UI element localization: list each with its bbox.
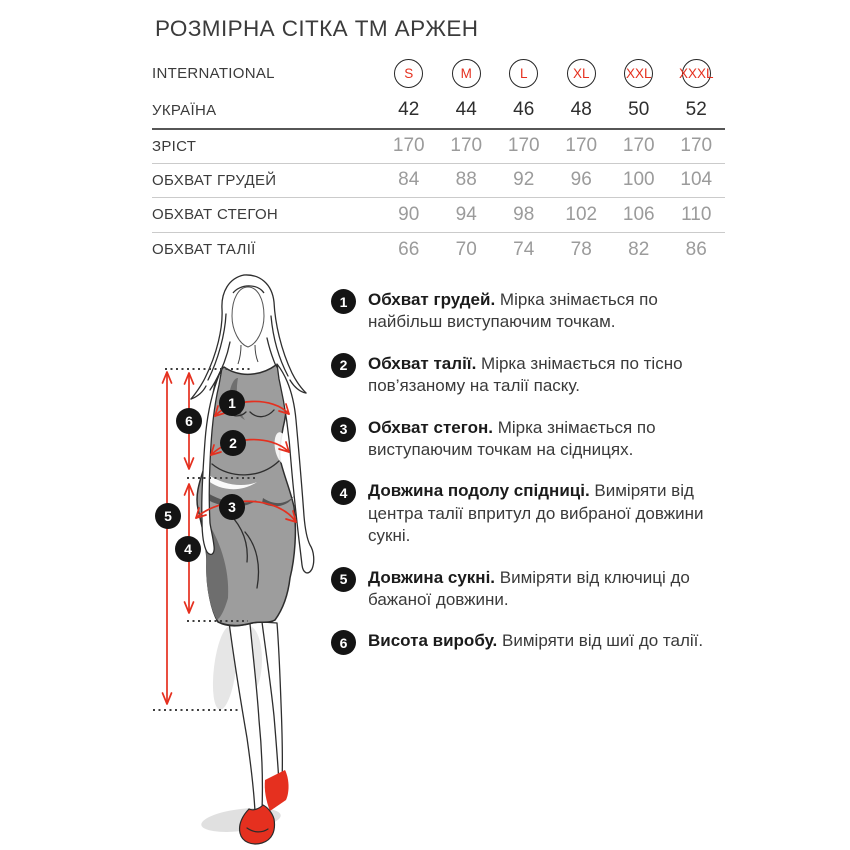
table-row-height: [152, 128, 725, 163]
face: [232, 287, 264, 347]
measurement-bullet: 1: [331, 289, 356, 314]
svg-text:5: 5: [164, 508, 172, 524]
measurement-desc: Мірка знімається по виступаючим точкам на сідницях.: [368, 417, 656, 460]
table-cell: 74: [513, 238, 535, 260]
table-cell: 92: [513, 169, 535, 191]
measurement-desc: Мірка знімається по тісно пов’язаному на талії паску.: [368, 353, 683, 396]
measurement-item: [331, 567, 731, 612]
row-label: ОБХВАТ ТАЛІЇ: [152, 241, 256, 259]
measurement-list: [331, 289, 731, 674]
measurement-bullet: 3: [331, 417, 356, 442]
table-cell: 84: [398, 169, 420, 191]
measurement-item: [331, 417, 731, 462]
svg-text:2: 2: [229, 435, 237, 451]
table-cell: 98: [513, 203, 535, 225]
table-cell: 42: [398, 99, 420, 120]
table-cell: 52: [685, 99, 707, 120]
row-label: INTERNATIONAL: [152, 64, 275, 82]
measurement-title: Довжина подолу спідниці.: [368, 481, 590, 501]
svg-text:4: 4: [184, 541, 192, 557]
measurement-title: Обхват грудей.: [368, 290, 496, 309]
table-cell: 66: [398, 238, 420, 260]
measurement-desc: Виміряти від шиї до талії.: [502, 631, 704, 651]
row-label: УКРАЇНА: [152, 101, 217, 119]
table-cell: 50: [628, 99, 650, 120]
table-cell: 170: [507, 135, 540, 157]
measurement-title: Висота виробу.: [368, 631, 498, 651]
size-table: [152, 54, 725, 266]
row-label: ОБХВАТ СТЕГОН: [152, 206, 279, 224]
table-cell: 48: [570, 99, 592, 120]
measurement-item: [331, 630, 731, 655]
table-cell: 104: [680, 169, 713, 191]
measurement-desc: Мірка знімається по найбільш виступаючим точкам.: [368, 290, 658, 332]
size-circle-l: L: [509, 59, 538, 88]
size-circle-xxxl: XXXL: [682, 59, 711, 88]
page-title: РОЗМІРНА СІТКА ТМ АРЖЕН: [155, 16, 479, 41]
svg-text:6: 6: [185, 413, 193, 429]
table-cell: 96: [570, 169, 592, 191]
woman-dress-sketch: [145, 268, 345, 848]
size-circle-xxl: XXL: [624, 59, 653, 88]
measurement-item: [331, 353, 731, 398]
table-cell: 100: [622, 169, 655, 191]
table-cell: 102: [565, 203, 598, 225]
table-row-waist: [152, 232, 725, 267]
measurement-title: Обхват стегон.: [368, 417, 493, 437]
svg-text:3: 3: [228, 499, 236, 515]
table-cell: 170: [622, 135, 655, 157]
table-cell: 106: [622, 203, 655, 225]
measurement-bullet: 4: [331, 480, 356, 505]
table-cell: 44: [455, 99, 477, 120]
table-row-international: [152, 54, 725, 92]
table-cell: 88: [455, 169, 477, 191]
back-shoe: [265, 770, 289, 811]
table-cell: 46: [513, 99, 535, 120]
row-label: ЗРІСТ: [152, 137, 197, 155]
table-cell: 170: [680, 135, 713, 157]
size-circle-s: S: [394, 59, 423, 88]
measurement-item: [331, 289, 731, 334]
table-row-chest: [152, 163, 725, 198]
table-cell: 170: [450, 135, 483, 157]
table-cell: 90: [398, 203, 420, 225]
table-cell: 110: [681, 203, 712, 225]
measurement-item: [331, 480, 731, 547]
table-cell: 94: [455, 203, 477, 225]
measurement-desc: Виміряти від ключиці до бажаної довжини.: [368, 567, 690, 610]
size-circle-xl: XL: [567, 59, 596, 88]
size-circle-m: M: [452, 59, 481, 88]
table-cell: 170: [392, 135, 425, 157]
row-label: ОБХВАТ ГРУДЕЙ: [152, 171, 277, 189]
table-cell: 78: [570, 238, 592, 260]
measurement-bullet: 5: [331, 567, 356, 592]
table-row-hips: [152, 197, 725, 232]
measurement-desc: Виміряти від центра талії впритул до вибраної довжини сукні.: [368, 481, 704, 546]
svg-text:1: 1: [228, 395, 236, 411]
table-cell: 170: [565, 135, 598, 157]
back-leg: [262, 622, 282, 784]
table-cell: 82: [628, 238, 650, 260]
measurement-bullet: 2: [331, 353, 356, 378]
table-row-ukraine: [152, 92, 725, 128]
neck: [238, 345, 258, 364]
measurement-figure: [145, 268, 345, 848]
table-cell: 70: [455, 238, 477, 260]
measurement-title: Довжина сукні.: [368, 567, 496, 587]
table-cell: 86: [685, 238, 707, 260]
measurement-bullet: 6: [331, 630, 356, 655]
measurement-title: Обхват талії.: [368, 353, 477, 373]
